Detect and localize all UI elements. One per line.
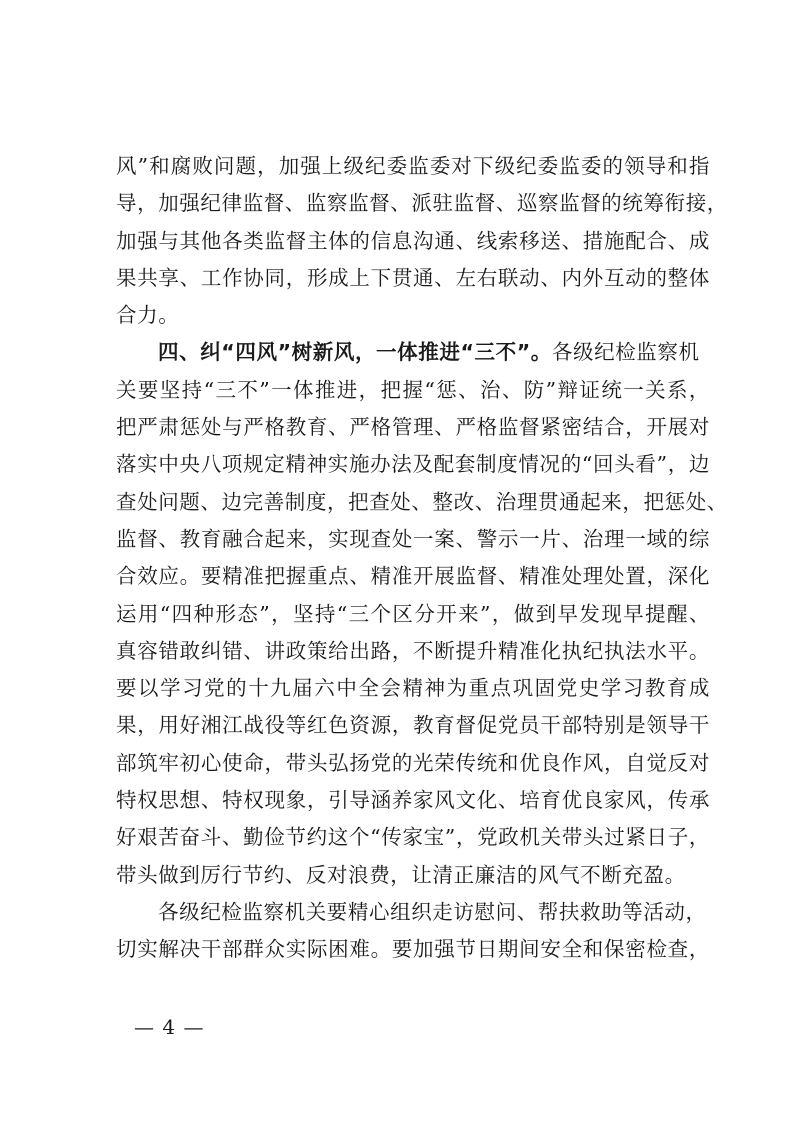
text-line: 要以学习党的十九届六中全会精神为重点巩固党史学习教育成	[116, 676, 710, 701]
text-line: 落实中央八项规定精神实施办法及配套制度情况的“回头看”，边	[116, 452, 710, 477]
text-line: 把严肃惩处与严格教育、严格管理、严格监督紧密结合，开展对	[116, 415, 710, 440]
page-number: — 4 —	[134, 1015, 205, 1039]
text-line: 切实解决干部群众实际困难。要加强节日期间安全和保密检查，	[116, 937, 710, 962]
text-line: 运用“四种形态”，坚持“三个区分开来”，做到早发现早提醒、	[116, 601, 710, 626]
section-heading: 四、纠“四风”树新风，一体推进“三不”。	[158, 340, 552, 365]
text-line: 查处问题、边完善制度，把查处、整改、治理贯通起来，把惩处、	[116, 489, 728, 514]
text-line: 合力。	[116, 303, 180, 328]
text-line: 好艰苦奋斗、勤俭节约这个“传家宝”，党政机关带头过紧日子，	[116, 825, 710, 850]
text-line: 真容错敢纠错、讲政策给出路，不断提升精准化执纪执法水平。	[116, 638, 710, 663]
section-heading-line	[116, 334, 710, 371]
text-fragment: 各级纪检监察机	[551, 340, 700, 365]
text-line: 果共享、工作协同，形成上下贯通、左右联动、内外互动的整体	[116, 265, 710, 290]
text-line: 加强与其他各类监督主体的信息沟通、线索移送、措施配合、成	[116, 228, 710, 253]
text-line: 关要坚持“三不”一体推进，把握“惩、治、防”辩证统一关系，	[116, 377, 710, 402]
text-line: 合效应。要精准把握重点、精准开展监督、精准处理处置，深化	[116, 564, 710, 589]
body-text	[116, 148, 728, 969]
text-line: 风”和腐败问题，加强上级纪委监委对下级纪委监委的领导和指	[116, 154, 710, 178]
text-line: 特权思想、特权现象，引导涵养家风文化、培育优良家风，传承	[116, 788, 710, 813]
text-line: 监督、教育融合起来，实现查处一案、警示一片、治理一域的综	[116, 526, 710, 551]
text-line: 带头做到厉行节约、反对浪费，让清正廉洁的风气不断充盈。	[116, 862, 686, 887]
text-line: 导，加强纪律监督、监察监督、派驻监督、巡察监督的统筹衔接，	[116, 191, 728, 216]
text-line: 果，用好湘江战役等红色资源，教育督促党员干部特别是领导干	[116, 713, 710, 738]
text-line: 各级纪检监察机关要精心组织走访慰问、帮扶救助等活动，	[158, 899, 707, 924]
text-line: 部筑牢初心使命，带头弘扬党的光荣传统和优良作风，自觉反对	[116, 750, 710, 775]
